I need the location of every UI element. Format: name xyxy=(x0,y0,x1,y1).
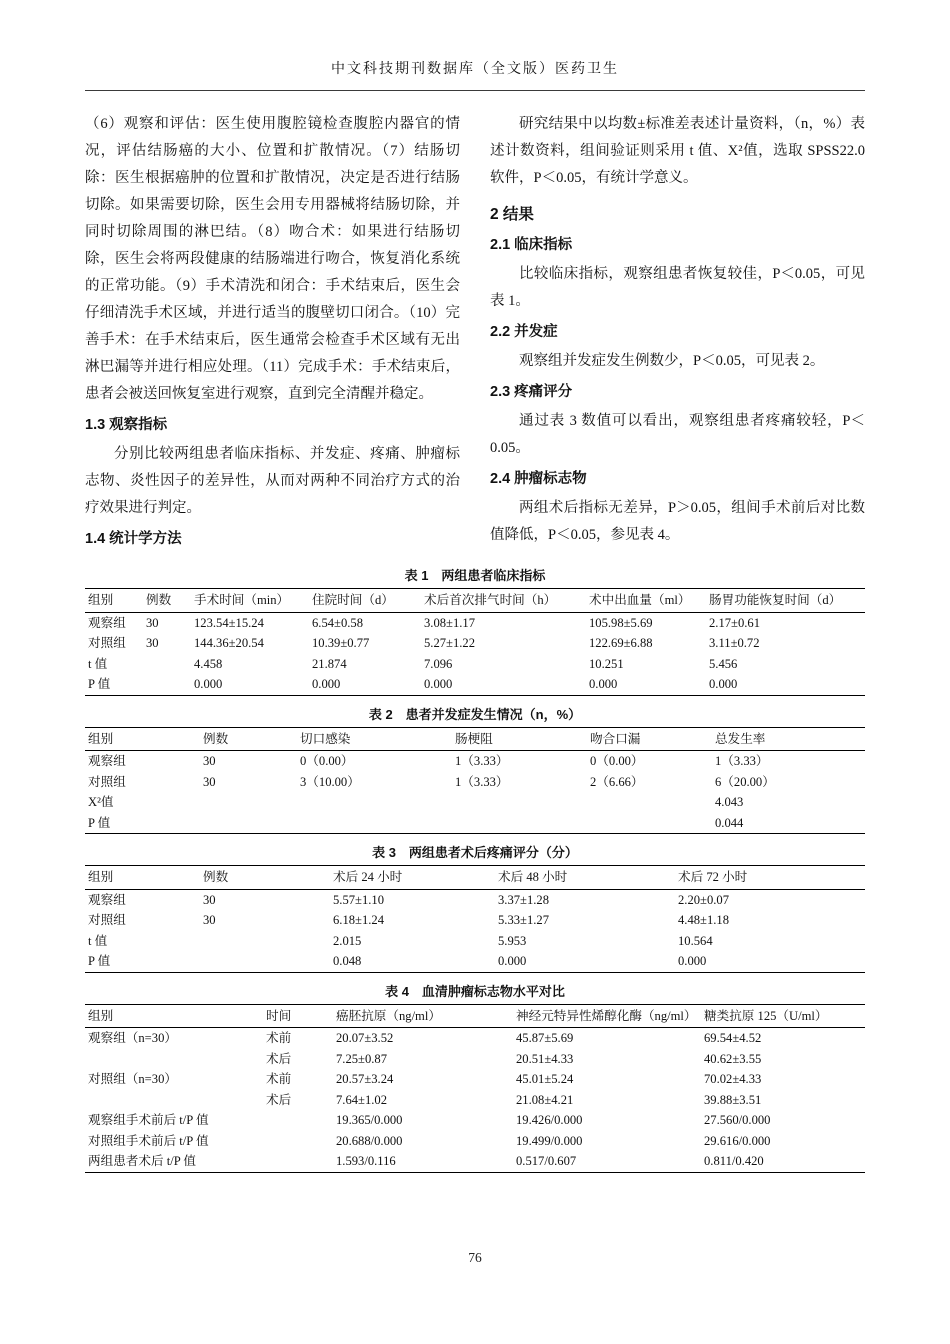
table-cell: 观察组 xyxy=(88,615,126,630)
body-columns xyxy=(85,111,865,555)
table-cell: 观察组（n=30） xyxy=(88,1031,177,1045)
table-cell: 69.54±4.52 xyxy=(704,1031,762,1045)
table-cell: 122.69±6.88 xyxy=(589,636,653,650)
table-row xyxy=(85,1049,865,1070)
table-cell: 39.88±3.51 xyxy=(704,1092,762,1107)
table-cell: 70.02±4.33 xyxy=(704,1072,762,1086)
table-row xyxy=(85,1131,865,1152)
table-cell: 21.08±4.21 xyxy=(516,1092,574,1107)
table-cell: 105.98±5.69 xyxy=(589,615,653,630)
table-cell: 4.458 xyxy=(194,656,223,671)
table-row xyxy=(85,772,865,793)
table1-clinical-indicators xyxy=(85,588,865,696)
table-cell xyxy=(200,951,330,972)
table-cell: 4.48±1.18 xyxy=(678,913,729,927)
table3-section xyxy=(85,842,865,973)
table-cell: 30 xyxy=(203,774,216,789)
table-cell: 0.000 xyxy=(424,677,453,691)
table1-header-row xyxy=(85,589,865,613)
tables-section xyxy=(85,565,865,1173)
table-cell: 1（3.33） xyxy=(715,754,769,768)
table-cell: 术前 xyxy=(266,1031,292,1045)
column-header: 总发生率 xyxy=(715,731,766,746)
heading-2-results: 2 结果 xyxy=(490,206,534,223)
table-cell: 2.17±0.61 xyxy=(709,615,760,630)
table-cell: 0.000 xyxy=(194,677,223,691)
table-cell: 19.499/0.000 xyxy=(516,1133,583,1148)
table-cell xyxy=(297,813,452,834)
table-cell: 观察组 xyxy=(88,754,126,768)
table-cell: 对照组 xyxy=(88,913,126,927)
table-cell: 0.044 xyxy=(715,815,744,830)
table-row xyxy=(85,910,865,931)
table-cell: 40.62±3.55 xyxy=(704,1051,762,1066)
table1-caption: 表 1 两组患者临床指标 xyxy=(404,568,546,583)
table-cell: 3.11±0.72 xyxy=(709,636,760,650)
table-cell: 6（20.00） xyxy=(715,774,775,789)
table-cell xyxy=(143,654,191,675)
table3-header-row xyxy=(85,866,865,890)
table-row xyxy=(85,674,865,695)
table-cell: P 值 xyxy=(88,954,111,968)
table-cell: 5.456 xyxy=(709,656,738,671)
table-row xyxy=(85,1069,865,1090)
table-cell: 3（10.00） xyxy=(300,774,360,789)
table-cell: 3.08±1.17 xyxy=(424,615,475,630)
paragraph-1-3: 分别比较两组患者临床指标、并发症、疼痛、肿瘤标志物、炎性因子的差异性，从而对两种不同治疗方式的治疗效果进行判定。 xyxy=(85,446,460,516)
paragraph-2-4: 两组术后指标无差异，P＞0.05，组间手术前后对比数值降低，P＜0.05，参见表 4。 xyxy=(490,500,865,543)
table-cell xyxy=(263,1151,333,1172)
column-header: 例数 xyxy=(146,593,172,607)
table-cell xyxy=(85,1090,263,1111)
table-cell: 30 xyxy=(146,636,159,650)
table-cell: 144.36±20.54 xyxy=(194,636,264,650)
table-cell: 20.07±3.52 xyxy=(336,1031,394,1045)
table-cell: 0.000 xyxy=(312,677,341,691)
table-cell: 5.953 xyxy=(498,933,527,948)
table-row xyxy=(85,654,865,675)
table-cell: 两组患者术后 t/P 值 xyxy=(88,1154,196,1168)
column-header: 切口感染 xyxy=(300,731,351,746)
column-header: 术后 24 小时 xyxy=(333,870,403,884)
column-header: 术后 48 小时 xyxy=(498,870,568,884)
table-cell: 29.616/0.000 xyxy=(704,1133,771,1148)
table-cell: 4.043 xyxy=(715,795,744,809)
table-cell xyxy=(200,813,297,834)
column-header: 吻合口漏 xyxy=(590,731,641,746)
table-cell: 0.000 xyxy=(678,954,707,968)
column-header: 例数 xyxy=(203,731,229,746)
table-cell xyxy=(85,1049,263,1070)
left-column xyxy=(85,111,460,555)
table-row xyxy=(85,889,865,910)
table2-complications xyxy=(85,727,865,835)
paragraph-2-3: 通过表 3 数值可以看出，观察组患者疼痛较轻，P＜0.05。 xyxy=(490,413,865,456)
table-cell: 观察组 xyxy=(88,892,126,907)
table-cell: 10.564 xyxy=(678,933,713,948)
table-row xyxy=(85,1110,865,1131)
column-header: 癌胚抗原（ng/ml） xyxy=(336,1008,441,1023)
table-cell: 20.688/0.000 xyxy=(336,1133,403,1148)
table-cell: 7.25±0.87 xyxy=(336,1051,387,1066)
table-cell: 3.37±1.28 xyxy=(498,892,549,907)
table-cell: 5.27±1.22 xyxy=(424,636,475,650)
table-cell: 术前 xyxy=(266,1072,292,1086)
table-cell: P 值 xyxy=(88,815,111,830)
table1-body xyxy=(85,612,865,695)
heading-2-1-clinical-index: 2.1 临床指标 xyxy=(490,237,573,253)
table-cell: 6.54±0.58 xyxy=(312,615,363,630)
table-cell: P 值 xyxy=(88,677,111,691)
table-cell: 对照组（n=30） xyxy=(88,1072,177,1086)
table-cell xyxy=(263,1110,333,1131)
table-cell: 2.20±0.07 xyxy=(678,892,729,907)
table-cell: 6.18±1.24 xyxy=(333,913,384,927)
heading-2-4-tumor-markers: 2.4 肿瘤标志物 xyxy=(490,471,587,487)
table-row xyxy=(85,951,865,972)
column-header: 手术时间（min） xyxy=(194,593,290,607)
table-cell: 7.64±1.02 xyxy=(336,1092,387,1107)
table4-tumor-markers xyxy=(85,1004,865,1173)
table-cell xyxy=(200,931,330,952)
table-cell: 27.560/0.000 xyxy=(704,1113,771,1127)
column-header: 术后 72 小时 xyxy=(678,870,748,884)
table1-section xyxy=(85,565,865,696)
table-cell: t 值 xyxy=(88,656,108,671)
table-cell: 术后 xyxy=(266,1092,292,1107)
table-cell: 2.015 xyxy=(333,933,362,948)
table-cell: 0.048 xyxy=(333,954,362,968)
column-header: 组别 xyxy=(88,870,114,884)
page-number: 76 xyxy=(468,1250,482,1265)
table-cell: 0.000 xyxy=(589,677,618,691)
table-cell xyxy=(452,813,587,834)
table-cell: 5.33±1.27 xyxy=(498,913,549,927)
table4-body xyxy=(85,1028,865,1173)
table-cell: 5.57±1.10 xyxy=(333,892,384,907)
table-row xyxy=(85,1090,865,1111)
table-cell: 20.51±4.33 xyxy=(516,1051,574,1066)
paragraph-2-1: 比较临床指标，观察组患者恢复较佳，P＜0.05，可见表 1。 xyxy=(490,266,865,309)
table-cell xyxy=(587,792,712,813)
table4-section xyxy=(85,981,865,1173)
column-header: 术后首次排气时间（h） xyxy=(424,593,557,607)
table-cell: 0.517/0.607 xyxy=(516,1154,577,1168)
table-cell xyxy=(587,813,712,834)
table3-body xyxy=(85,889,865,972)
table-cell: 1（3.33） xyxy=(455,774,509,789)
table-cell: 30 xyxy=(203,754,216,768)
table-row xyxy=(85,792,865,813)
table2-header-row xyxy=(85,727,865,751)
table-cell: 0（0.00） xyxy=(300,754,354,768)
table-cell: 30 xyxy=(146,615,159,630)
table-cell: 30 xyxy=(203,913,216,927)
table-cell: 20.57±3.24 xyxy=(336,1072,394,1086)
column-header: 组别 xyxy=(88,593,114,607)
heading-2-3-pain-score: 2.3 疼痛评分 xyxy=(490,384,573,400)
table3-caption: 表 3 两组患者术后疼痛评分（分） xyxy=(372,845,578,860)
paragraph-2-2: 观察组并发症发生例数少，P＜0.05，可见表 2。 xyxy=(519,353,825,369)
table-row xyxy=(85,1028,865,1049)
table4-caption: 表 4 血清肿瘤标志物水平对比 xyxy=(385,983,565,999)
table-cell: 123.54±15.24 xyxy=(194,615,264,630)
column-header: 时间 xyxy=(266,1008,292,1023)
table-cell: X²值 xyxy=(88,795,114,809)
table-cell xyxy=(452,792,587,813)
table2-caption: 表 2 患者并发症发生情况（n，%） xyxy=(368,706,582,722)
table-cell: 1（3.33） xyxy=(455,754,509,768)
table-cell: 对照组 xyxy=(88,636,126,650)
column-header: 肠胃功能恢复时间（d） xyxy=(709,593,842,607)
table-cell: 21.874 xyxy=(312,656,347,671)
table-cell: 术后 xyxy=(266,1051,292,1066)
table-cell: t 值 xyxy=(88,933,108,948)
table-cell: 45.01±5.24 xyxy=(516,1072,574,1086)
table-cell: 45.87±5.69 xyxy=(516,1031,574,1045)
table-cell xyxy=(263,1131,333,1152)
surgery-steps-paragraph: （6）观察和评估：医生使用腹腔镜检查腹腔内器官的情况，评估结肠癌的大小、位置和扩散情况。（7）结肠切除：医生根据癌肿的位置和扩散情况，决定是否进行结肠切除。如果需要切除，医生会用专用器械将结肠切除，并同时切除周围的淋巴结。（8）吻合术：如果进行结肠切除，医生会将两段健康的结肠端进行吻合，恢复消化系统的正常功能。（9）手术清洗和闭合：手术结束后，医生会仔细清洗手术区域，并进行适当的腹壁切口闭合。（10）完善手术：在手术结束后，医生通常会检查手术区域有无出淋巴漏等并进行相应处理。（11）完成手术：手术结束后，患者会被送回恢复室进行观察，直到完全清醒并稳定。 xyxy=(85,116,460,402)
table-cell xyxy=(200,792,297,813)
table-cell: 观察组手术前后 t/P 值 xyxy=(88,1113,209,1127)
heading-2-2-complications: 2.2 并发症 xyxy=(490,324,558,340)
column-header: 糖类抗原 125（U/ml） xyxy=(704,1008,828,1023)
table-cell: 0（0.00） xyxy=(590,754,644,768)
table-cell: 对照组 xyxy=(88,774,126,789)
table-row xyxy=(85,813,865,834)
table-cell: 19.426/0.000 xyxy=(516,1113,583,1127)
table-cell: 10.251 xyxy=(589,656,624,671)
table-cell: 30 xyxy=(203,892,216,907)
table-cell: 19.365/0.000 xyxy=(336,1113,403,1127)
table2-section xyxy=(85,704,865,835)
column-header: 术中出血量（ml） xyxy=(589,593,691,607)
table-cell: 10.39±0.77 xyxy=(312,636,370,650)
right-column xyxy=(490,111,865,555)
table2-body xyxy=(85,751,865,834)
table-cell: 0.811/0.420 xyxy=(704,1154,764,1168)
table-row xyxy=(85,751,865,772)
table-cell: 1.593/0.116 xyxy=(336,1154,396,1168)
table-row xyxy=(85,612,865,633)
table-cell: 0.000 xyxy=(498,954,527,968)
statistics-paragraph: 研究结果中以均数±标准差表述计量资料，（n，%）表述计数资料，组间验证则采用 t 值、X²值，选取 SPSS22.0 软件，P＜0.05，有统计学意义。 xyxy=(490,116,865,186)
column-header: 住院时间（d） xyxy=(312,593,394,607)
column-header: 肠梗阻 xyxy=(455,731,493,746)
table-cell: 7.096 xyxy=(424,656,453,671)
table3-pain-scores xyxy=(85,865,865,973)
heading-1-4-statistical-method: 1.4 统计学方法 xyxy=(85,531,182,547)
table4-header-row xyxy=(85,1004,865,1028)
column-header: 例数 xyxy=(203,870,229,884)
table-row xyxy=(85,931,865,952)
heading-1-3-observation-index: 1.3 观察指标 xyxy=(85,417,168,433)
table-row xyxy=(85,1151,865,1172)
table-cell: 对照组手术前后 t/P 值 xyxy=(88,1133,209,1148)
column-header: 组别 xyxy=(88,1008,114,1023)
table-cell xyxy=(143,674,191,695)
table-row xyxy=(85,633,865,654)
column-header: 组别 xyxy=(88,731,114,746)
table-cell xyxy=(297,792,452,813)
column-header: 神经元特异性烯醇化酶（ng/ml） xyxy=(516,1008,697,1023)
journal-header: 中文科技期刊数据库（全文版）医药卫生 xyxy=(85,58,865,91)
table-cell: 2（6.66） xyxy=(590,774,644,789)
table-cell: 0.000 xyxy=(709,677,738,691)
